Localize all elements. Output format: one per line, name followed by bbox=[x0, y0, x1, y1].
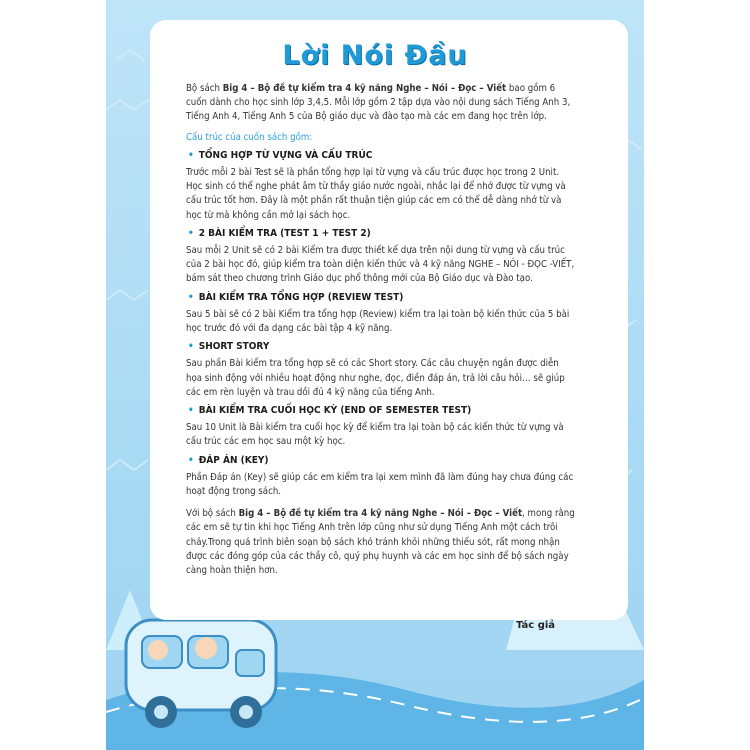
section-heading-key: • ĐÁP ÁN (KEY) bbox=[188, 454, 269, 466]
closing-paragraph bbox=[186, 507, 576, 578]
author-signature: Tác giả bbox=[516, 620, 556, 631]
section-body-short-story: Sau phần Bài kiểm tra tổng hợp sẽ có các Short story. Các câu chuyện ngắn được diễn họa sinh động với nhiều hoạt động như nghe, đọc, điền đáp án, trả lời câu hỏi… sẽ giúp các em rèn luyện và trau dồi đủ 4 kỹ năng của tiếng Anh. bbox=[186, 358, 565, 398]
bullet-icon: • bbox=[188, 341, 194, 353]
bullet-icon: • bbox=[188, 454, 194, 466]
section-heading-tests: • 2 BÀI KIỂM TRA (TEST 1 + TEST 2) bbox=[188, 227, 371, 239]
closing-text-end: , mong rằng các em sẽ tự tin khi học Tiếng Anh trên lớp cũng như sử dụng Tiếng Anh một cách trôi chảy.Trong quá trình biên soạn bộ sách khó tránh khỏi những thiếu sót, rất mong nhận được các đóng góp của các thầy cô, quý phụ huynh và các em học sinh để bộ sách ngày càng hoàn thiện hơn. bbox=[186, 508, 575, 577]
bullet-icon: • bbox=[188, 149, 194, 161]
bullet-icon: • bbox=[188, 227, 194, 239]
section-heading-review: • BÀI KIỂM TRA TỔNG HỢP (REVIEW TEST) bbox=[188, 291, 404, 303]
section-body-review: Sau 5 bài sẽ có 2 bài Kiểm tra tổng hợp (Review) kiểm tra lại toàn bộ kiến thức của 5 bài học trước đó với đa dạng các bài tập 4 kỹ năng. bbox=[186, 308, 570, 335]
section-body-tests: Sau mỗi 2 Unit sẽ có 2 bài Kiểm tra được thiết kế dựa trên nội dung từ vựng và cấu trúc của 2 bài học đó, giúp kiểm tra toàn diện kiến thức và 4 kỹ năng NGHE – NÓI - ĐỌC -VIẾT, bám sát theo chương trình Giáo dục phổ thông mới của Bộ Giáo dục và Đào tạo. bbox=[186, 245, 575, 285]
closing-book-name: Big 4 – Bộ đề tự kiểm tra 4 kỹ năng Nghe – Nói – Đọc – Viết bbox=[238, 508, 523, 520]
section-body-semester: Sau 10 Unit là Bài kiểm tra cuối học kỳ để kiểm tra lại toàn bộ các kiến thức từ vựng và cấu trúc các em học sau một kỳ học. bbox=[186, 422, 564, 448]
bullet-icon: • bbox=[188, 291, 194, 303]
section-body-key: Phần Đáp án (Key) sẽ giúp các em kiểm tra lại xem mình đã làm đúng hay chưa đúng các hoạt động trong sách. bbox=[186, 471, 574, 498]
document-body bbox=[186, 82, 576, 578]
intro-text-start: Bộ sách bbox=[186, 83, 223, 94]
section-heading-short-story: • SHORT STORY bbox=[188, 341, 270, 353]
bullet-icon: • bbox=[188, 405, 194, 417]
intro-paragraph bbox=[186, 82, 576, 125]
section-heading-semester: • BÀI KIỂM TRA CUỐI HỌC KỲ (END OF SEMESTER TEST) bbox=[188, 405, 472, 417]
intro-book-name: Big 4 – Bộ đề tự kiểm tra 4 kỹ năng Nghe – Nói – Đọc – Viết bbox=[222, 83, 507, 94]
section-heading-vocabulary: • TỔNG HỢP TỪ VỰNG VÀ CẤU TRÚC bbox=[188, 149, 373, 161]
intro-text-end: bao gồm 6 cuốn dành cho học sinh lớp 3,4,5. Mỗi lớp gồm 2 tập dựa vào nội dung sách Tiếng Anh 3, Tiếng Anh 4, Tiếng Anh 5 của Bộ giáo dục và đào tạo mà các em đang học trên lớp. bbox=[186, 83, 571, 123]
section-body-vocabulary: Trước mỗi 2 bài Test sẽ là phần tổng hợp lại từ vựng và cấu trúc được học trong 2 Unit. Học sinh có thể nghe phát âm từ thầy giáo nước ngoài, nhắc lại để nhớ được từ vựng và cấu trúc tốt hơn. Đây là một phần rất thuận tiện giúp các em có thể dễ dàng nhớ từ và học từ mà không cần mở lại sách học. bbox=[186, 167, 566, 221]
closing-text-start: Với bộ sách bbox=[186, 508, 239, 520]
structure-label: Cấu trúc của cuốn sách gồm: bbox=[186, 131, 313, 143]
page-title: Lời Nói Đầu bbox=[282, 40, 468, 71]
